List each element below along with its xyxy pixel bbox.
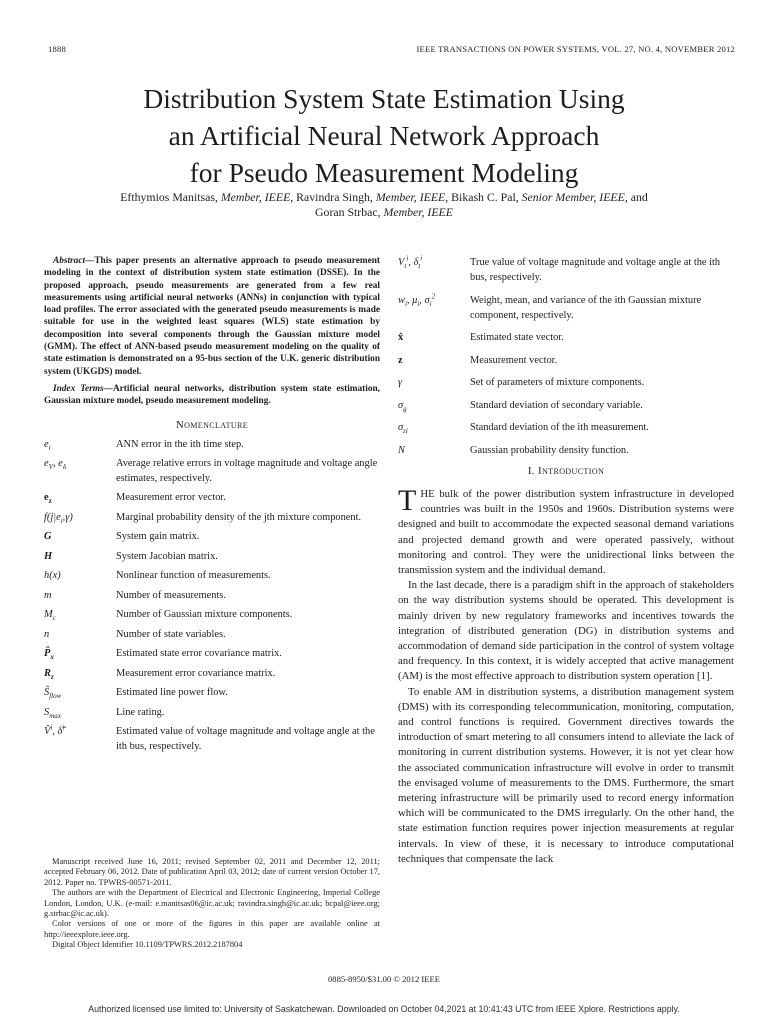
symbol-description: Nonlinear function of measurements. [116,570,271,582]
symbol-description: Marginal probability density of the jth mixture component. [116,511,362,523]
symbol-description: ANN error in the ith time step. [116,438,244,450]
symbol: γ [398,377,403,388]
nomenclature-item [44,686,380,701]
abstract-label: Abstract— [53,256,95,266]
symbol-description: Estimated state error covariance matrix. [116,648,282,660]
nomenclature-item [44,725,380,754]
symbol-description: Standard deviation of the ith measurement. [470,422,649,433]
symbol-description: Standard deviation of secondary variable. [470,399,643,411]
symbol: n [44,628,50,640]
page-number: 1888 [48,44,66,54]
nomenclature-item [398,330,734,345]
symbol: $\sigma_g$ [398,399,407,413]
running-header [48,44,735,54]
symbol-description: Set of parameters of mixture components. [470,377,645,388]
symbol-description: Measurement error vector. [116,492,226,504]
symbol-description: Weight, mean, and variance of the ith Gaussian mixture component, respectively. [470,294,702,321]
nomenclature-item [44,667,380,682]
symbol-description: Average relative errors in voltage magnitude and voltage angle estimates, respectively. [116,458,378,484]
nomenclature-item [44,569,380,584]
symbol: m [44,589,52,601]
symbol-description: Measurement vector. [470,354,558,366]
symbol: V̂$^i$, δ̂$^i$ [44,723,65,738]
symbol: $V_t^i$, $\delta_t^i$ [398,254,423,271]
symbol-description: Number of Gaussian mixture components. [116,609,293,621]
intro-paragraph-1-text: HE bulk of the power distribution system infrastructure in developed countries was built in the 1950s and 1960s. Distribution systems were designed and built to accommodate the expected seasonal demand variations and projected demand growth and were operated passively, without monitoring and control. They were the unidirectional links between the transmission system and the individual demand. [398,488,734,577]
nomenclature-item [398,443,734,458]
nomenclature-item [398,353,734,368]
left-column [44,255,380,759]
nomenclature-item [44,511,380,526]
license-banner: Authorized licensed use limited to: University of Saskatchewan. Downloaded on October 04,2021 at 10:41:43 UTC from IEEE Xplore. Restrictions apply. [88,1004,680,1014]
nomenclature-item [44,589,380,604]
nomenclature-item [44,647,380,662]
paper-title [0,80,768,191]
nomenclature-item [44,457,380,486]
symbol: $R_z$ [44,667,54,681]
authors-line-1: Efthymios Manitsas, Member, IEEE, Ravindra Singh, Member, IEEE, Bikash C. Pal, Senior Member, IEEE, and [120,190,648,204]
index-terms-text: Artificial neural networks, distribution system state estimation, Gaussian mixture model, pseudo measurement modeling. [44,383,380,407]
symbol: H [44,550,53,562]
right-column [398,255,734,867]
footnote-color-versions: Color versions of one or more of the figures in this paper are available online at http://ieeexplore.ieee.org. [44,919,380,939]
first-page-footnote [44,857,380,951]
nomenclature-item [44,706,380,721]
nomenclature-item [44,608,380,623]
index-terms-label: Index Terms— [53,383,113,394]
footnote-doi: Digital Object Identifier 10.1109/TPWRS.2012.2187804 [52,940,243,950]
nomenclature-item [398,293,734,323]
nomenclature-item [44,628,380,643]
intro-paragraph-3: To enable AM in distribution systems, a distribution management system (DMS) with its corresponding telecommunication, monitoring, computation, and control functions is required. Government directives towards the introduction of smart metering to all consumers intend to alleviate the lack of monitoring in current distribution systems. However, it is not yet clear how the associated communication infrastructure will evolve in order to transmit the envisaged volume of measurements to the DMS. Furthermore, the smart metering infrastructure will be primarily used to record energy information which will be communicated to the DMS irregularly. On the other hand, the state estimation function requires power injection measurements at regular intervals. In view of these, it is necessary to introduce computational techniques that compensate the lack [398,685,734,865]
symbol: $S_{max}$ [44,706,61,720]
symbol-description: Number of state variables. [116,628,226,640]
symbol: $Ŝ_{flow}$ [44,687,62,701]
paper-title-line-2: an Artificial Neural Network Approach [168,120,600,151]
symbol: $w_i$, $\mu_i$, $\sigma_i^2$ [398,292,436,308]
symbol-description: Line rating. [116,706,165,718]
symbol: N [398,444,405,456]
symbol-description: True value of voltage magnitude and voltage angle at the ith bus, respectively. [470,257,721,283]
nomenclature-item [44,550,380,565]
symbol: x̂ [398,332,404,343]
index-terms [44,383,380,408]
symbol-description: Estimated value of voltage magnitude and voltage angle at the ith bus, respectively. [116,726,375,752]
symbol-description: Estimated line power flow. [116,687,228,699]
abstract [44,255,380,378]
symbol: $P̂_x$ [44,648,54,662]
paper-title-line-1: Distribution System State Estimation Using [143,83,625,114]
nomenclature-item [398,398,734,413]
symbol: h(x) [44,570,61,582]
authors-line-2: Goran Strbac, Member, IEEE [315,204,453,219]
symbol-description: System gain matrix. [116,531,200,543]
nomenclature-item [398,255,734,285]
nomenclature-item [44,438,380,453]
nomenclature-heading: Nomenclature [175,418,249,431]
nomenclature-item [44,491,380,506]
intro-paragraph-1 [398,484,734,578]
footnote-manuscript: Manuscript received June 16, 2011; revised September 02, 2011 and December 12, 2011; accepted February 06, 2012. Date of publication April 03, 2012; date of current version October 17, 2012. Paper no. TPWRS-00571-2011. [44,857,380,887]
symbol: z [398,354,403,366]
copyright-line: 0885-8950/$31.00 © 2012 IEEE [327,974,441,984]
symbol-description: System Jacobian matrix. [116,550,218,562]
symbol: $e_z$ [44,492,52,506]
symbol: $e_V$, $e_\delta$ [44,458,67,472]
symbol-description: Number of measurements. [116,589,226,601]
abstract-text: This paper presents an alternative approach to pseudo measurement modeling in the context of distribution system state estimation (DSSE). In the proposed approach, pseudo measurements are generated from a few real measurements using artificial neural networks (ANNs) in conjunction with typical load profiles. The error associated with the generated pseudo measurements is made suitable for use in the weighted least squares (WLS) state estimation by decomposition into several components through the Gaussian mixture model (GMM). The effect of ANN-based pseudo measurement modeling on the quality of state estimation is demonstrated on a 95-bus section of the U.K. generic distribution system (UKGDS) model. [44,256,380,377]
journal-title: IEEE TRANSACTIONS ON POWER SYSTEMS, VOL. 27, NO. 4, NOVEMBER 2012 [416,44,735,54]
author-list [0,190,768,219]
symbol-description: Gaussian probability density function. [470,444,629,456]
symbol: G [44,531,52,543]
symbol: $f(j|e_i,\gamma)$ [44,511,73,525]
symbol: $M_c$ [44,609,56,623]
nomenclature-item [44,530,380,545]
symbol: $e_i$ [44,438,51,452]
drop-cap: T [398,484,417,517]
nomenclature-item [398,375,734,390]
intro-paragraph-2: In the last decade, there is a paradigm shift in the approach of stakeholders on the way distribution systems should be operated. This development is mainly driven by new regulatory frameworks and incentives towards the integration of distributed generation (DG) in distribution systems and accommodation of demand side participation in the control of system voltage and frequency. In this context, it is widely accepted that active management (AM) is the most effective approach to distribution system operation [1]. [398,579,734,683]
footnote-affiliation: The authors are with the Department of Electrical and Electronic Engineering, Imperial College London, London, U.K. (e-mail: e.manitsas06@ic.ac.uk; ravindra.singh@ic.ac.uk; bcpal@ieee.org; g.strbac@ic.ac.uk). [44,888,380,919]
nomenclature-item [398,420,734,435]
symbol: $\sigma_{zi}$ [398,422,408,436]
symbol-description: Measurement error covariance matrix. [116,667,276,679]
introduction-heading: I. Introduction [527,465,605,477]
paper-title-line-3: for Pseudo Measurement Modeling [189,157,579,188]
symbol-description: Estimated state vector. [470,332,564,343]
